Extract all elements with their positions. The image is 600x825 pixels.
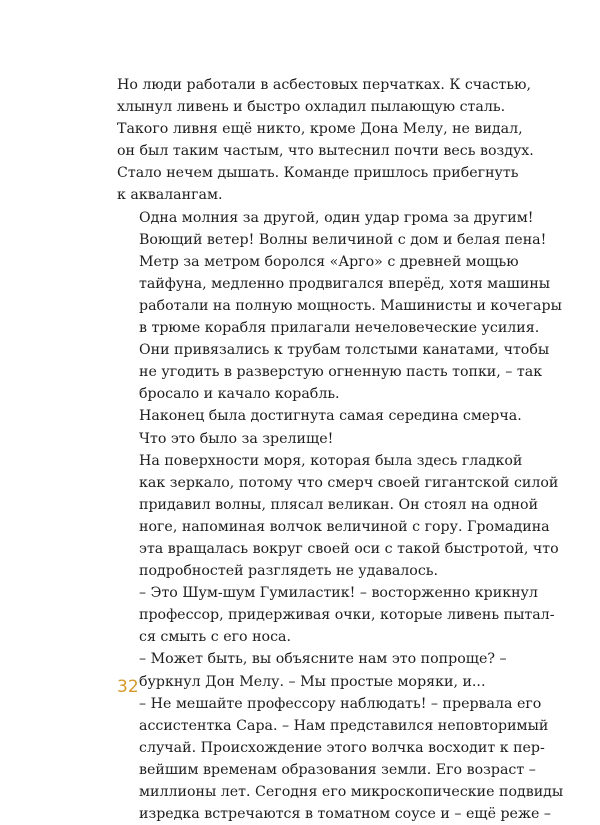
text-line: профессор, придерживая очки, которые ливень пытал-: [139, 607, 555, 624]
text-line: Стало нечем дышать. Команде пришлось прибегнуть: [117, 165, 519, 182]
text-line: бросало и качало корабль.: [139, 386, 340, 403]
text-line: тайфуна, медленно продвигался вперёд, хотя машины: [139, 275, 551, 292]
text-line: Воющий ветер! Волны величиной с дом и белая пена!: [139, 231, 547, 248]
text-line: подробностей разглядеть не удавалось.: [139, 563, 439, 580]
text-line: изредка встречаются в томатном соусе и – ещё реже –: [139, 806, 551, 823]
text-line: в трюме корабля прилагали нечеловеческие усилия.: [139, 320, 540, 337]
text-line: он был таким частым, что вытеснил почти весь воздух.: [117, 143, 534, 160]
text-line: не угодить в разверстую огненную пасть топки, – так: [139, 364, 543, 381]
page-number: 32: [117, 677, 139, 697]
paragraph-7: [117, 648, 507, 692]
body-text: [117, 74, 564, 825]
text-line: Метр за метром боролся «Арго» с древней мощью: [139, 253, 519, 270]
paragraph-2: [117, 207, 547, 251]
text-line: как зеркало, потому что смерч своей гигантской силой: [139, 474, 559, 491]
text-line: эта вращалась вокруг своей оси с такой быстротой, что: [139, 540, 559, 557]
text-line: ноге, напоминая волчок величиной с гору. Громадина: [139, 518, 550, 535]
paragraph-8: [117, 693, 564, 825]
text-line: На поверхности моря, которая была здесь гладкой: [139, 452, 523, 469]
text-line: хлынул ливень и быстро охладил пылающую сталь.: [117, 99, 506, 116]
paragraph-5: [117, 450, 559, 583]
text-line: Что это было за зрелище!: [139, 430, 334, 447]
text-line: ся смыть с его носа.: [139, 629, 292, 646]
text-line: работали на полную мощность. Машинисты и кочегары: [139, 297, 562, 314]
text-line: Одна молния за другой, один удар грома за другим!: [139, 209, 534, 226]
paragraph-3: [117, 251, 562, 406]
text-line: Такого ливня ещё никто, кроме Дона Мелу, не видал,: [117, 121, 523, 138]
text-line: буркнул Дон Мелу. – Мы простые моряки, и...: [139, 673, 486, 690]
text-line: миллионы лет. Сегодня его микроскопические подвиды: [139, 784, 564, 800]
text-line: Но люди работали в асбестовых перчатках. К счастью,: [117, 77, 531, 93]
text-line: вейшим временам образования земли. Его возраст –: [139, 761, 536, 778]
text-line: Наконец была достигнута самая середина смерча.: [139, 408, 522, 425]
paragraph-1: [117, 74, 534, 207]
text-line: случай. Происхождение этого волчка восходит к пер-: [139, 739, 545, 756]
paragraph-6: [117, 582, 555, 648]
text-line: – Может быть, вы объясните нам это попроще? –: [139, 651, 507, 668]
text-line: Они привязались к трубам толстыми канатами, чтобы: [139, 342, 550, 359]
text-line: – Это Шум-шум Гумиластик! – восторженно крикнул: [139, 585, 538, 602]
text-line: ассистентка Сара. – Нам представился неповторимый: [139, 717, 549, 734]
text-line: – Не мешайте профессору наблюдать! – прервала его: [139, 695, 542, 712]
paragraph-4: [117, 405, 522, 449]
text-line: придавил волны, плясал великан. Он стоял на одной: [139, 496, 539, 513]
text-line: к аквалангам.: [117, 187, 223, 204]
